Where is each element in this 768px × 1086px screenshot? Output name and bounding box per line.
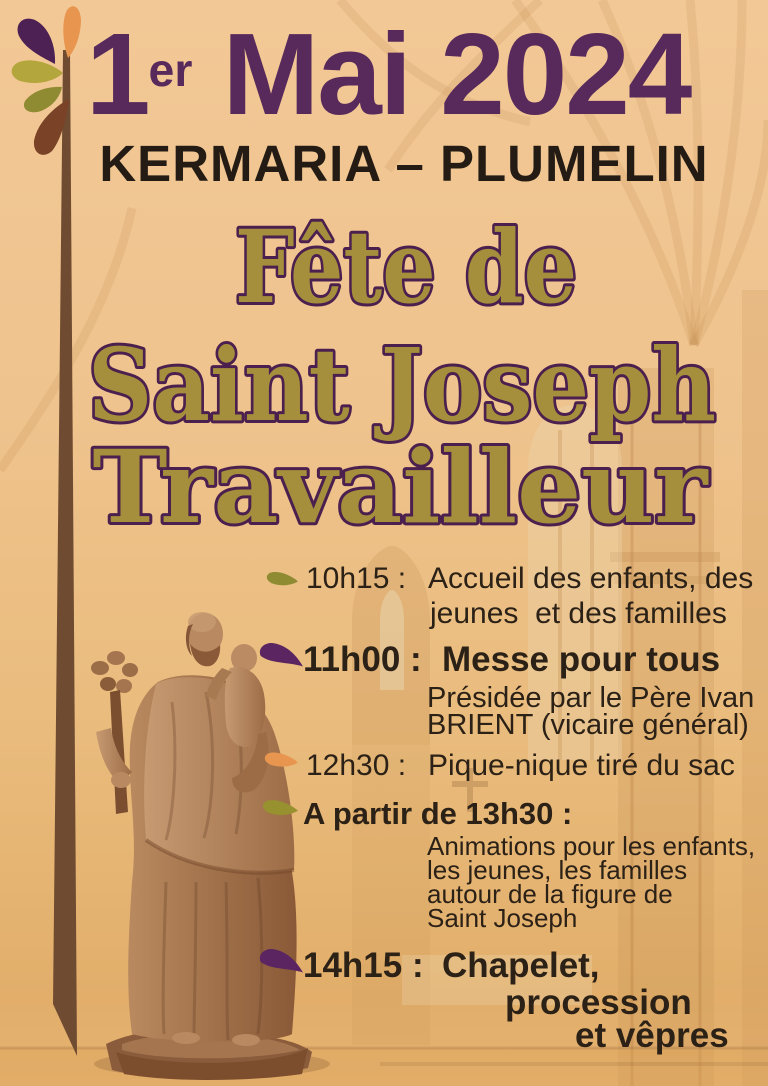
schedule-time-1230: 12h30 :	[306, 749, 407, 782]
leaf-bullet-icon	[265, 571, 299, 586]
schedule-sub-1100-line1: Présidée par le Père Ivan	[427, 682, 755, 714]
schedule-title-1415: Chapelet,	[442, 946, 600, 985]
leaf-bullet-icon	[255, 642, 304, 669]
leaf-bullet-shape	[267, 572, 298, 585]
leaf-bullet-shape	[260, 643, 303, 666]
schedule-sub-1330-line3: autour de la figure de	[427, 879, 673, 909]
location-subtitle: KERMARIA – PLUMELIN	[99, 135, 709, 192]
date-number: 1	[86, 9, 149, 139]
main-title-line1: Fête de	[235, 208, 577, 326]
leaf-yellow-icon	[12, 60, 63, 83]
date-suffix: er	[148, 44, 193, 97]
main-title	[0, 200, 768, 560]
schedule-time-1015: 10h15 :	[306, 562, 407, 595]
statue-foot	[232, 1034, 260, 1046]
leaf-bullet-icon	[263, 751, 299, 768]
schedule-time-1100: 11h00 :	[303, 640, 422, 679]
schedule-sub-1100-line2: BRIENT (vicaire général)	[427, 709, 749, 741]
schedule-time-1415: 14h15 :	[303, 946, 424, 985]
leaf-purple-icon	[18, 19, 56, 64]
schedule-sub-1330-line2: les jeunes, les familles	[427, 855, 688, 885]
schedule-title-1330: A partir de 13h30 :	[303, 796, 573, 831]
leaf-bullet-shape	[260, 949, 303, 972]
statue-head	[186, 612, 223, 666]
schedule-sub-1330-line1: Animations pour les enfants,	[427, 831, 756, 861]
date-title	[86, 9, 691, 139]
main-title-line2: Saint Joseph	[88, 326, 716, 444]
leaf-bullet-shape	[265, 753, 298, 767]
leaf-bullet-shape	[263, 800, 298, 815]
statue-foot	[172, 1032, 200, 1044]
leaf-bullet-icon	[261, 799, 299, 816]
schedule-sub-1330-line4: Saint Joseph	[427, 903, 578, 933]
schedule-title-1415-line2: procession	[505, 983, 692, 1022]
schedule-text-1230: Pique-nique tiré du sac	[428, 749, 735, 782]
leaf-bullet-icon	[255, 948, 304, 975]
schedule-text-1015-line1: Accueil des enfants, des	[428, 562, 754, 595]
statue-figure	[91, 612, 297, 1046]
leaf-orange-icon	[63, 6, 81, 58]
schedule-title-1415-line3: et vêpres	[575, 1016, 729, 1055]
schedule-text-1015-line2: jeunes et des familles	[430, 597, 727, 630]
schedule-title-1100: Messe pour tous	[442, 640, 721, 679]
date-rest: Mai 2024	[192, 9, 691, 139]
main-title-line3: Travailleur	[92, 428, 709, 546]
